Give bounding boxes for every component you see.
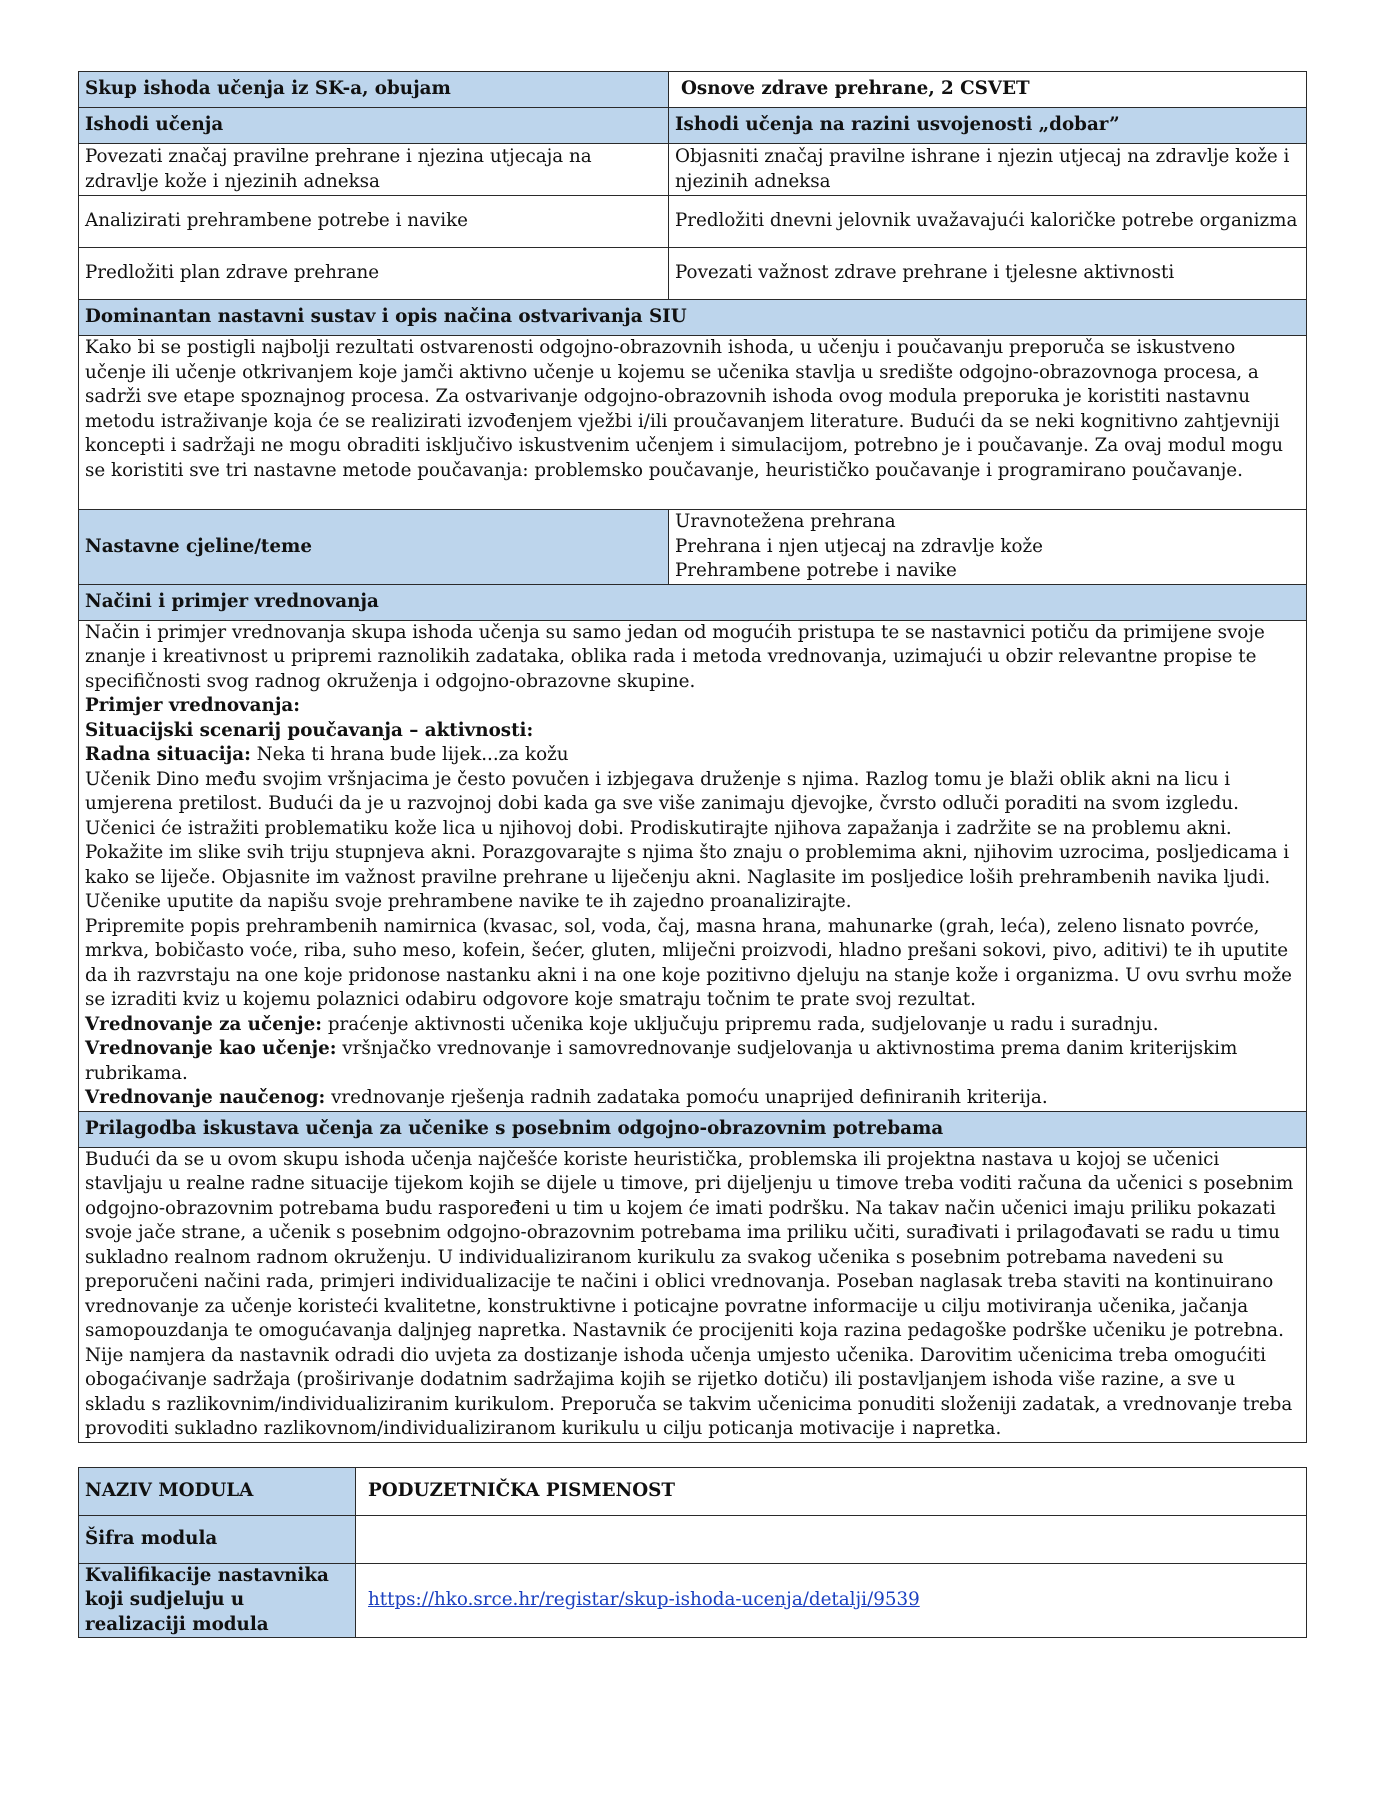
scenario-title: Situacijski scenarij poučavanja – aktivnosti: <box>85 719 534 741</box>
evaluation-content <box>79 620 1307 1111</box>
scenario-paragraph: Pripremite popis prehrambenih namirnica (kvasac, sol, voda, čaj, masna hrana, mahunarke (grah, leća), zeleno lisnato povrće, mrkva, bobičasto voće, riba, suho meso, kofein, šećer, gluten, mliječni proizvodi, hladno prešani sokovi, pivo, aditivi) te ih uputite da ih razvrstaju na one koje pridonose nastanku akni i na one koje pozitivno djeluju na stanje kože i organizma. U ovu svrhu može se izraditi kviz u kojemu polaznici odabiru odgovore koje smatraju točnim te prate svoj rezultat. <box>85 915 1292 1010</box>
evaluation-for-learning-label: Vrednovanje za učenje: <box>85 1013 323 1035</box>
work-situation-text: Neka ti hrana bude lijek...za kožu <box>250 744 569 765</box>
outcomes-set-label: Skup ishoda učenja iz SK-a, obujam <box>79 72 669 108</box>
module-code-value <box>356 1515 1307 1563</box>
outcome-good-cell: Objasniti značaj pravilne ishrane i njezin utjecaj na zdravlje kože i njezinih adneksa <box>669 144 1307 196</box>
qualifications-cell <box>356 1563 1307 1638</box>
evaluation-of-learning-text: vrednovanje rješenja radnih zadataka pomoću unaprijed definiranih kriterija. <box>325 1087 1048 1108</box>
evaluation-intro: Način i primjer vrednovanja skupa ishoda učenja su samo jedan od mogućih pristupa te se nastavnici potiču da primijene svoje znanje i kreativnost u pripremi raznolikih zadataka, oblika rada i metoda vrednovanja, uzimajući u obzir relevantne propise te specifičnosti svog radnog okruženja i odgojno-obrazovne skupine. <box>85 621 1265 692</box>
learning-outcomes-table <box>78 71 1307 1443</box>
learning-outcomes-header: Ishodi učenja <box>79 108 669 144</box>
module-name-label: NAZIV MODULA <box>79 1467 356 1515</box>
outcome-cell: Povezati značaj pravilne prehrane i njezina utjecaja na zdravlje kože i njezinih adneksa <box>79 144 669 196</box>
document-page <box>78 71 1307 1638</box>
dominant-system-header: Dominantan nastavni sustav i opis načina ostvarivanja SIU <box>79 300 1307 336</box>
evaluation-of-learning-label: Vrednovanje naučenog: <box>85 1087 326 1108</box>
evaluation-header: Načini i primjer vrednovanja <box>79 584 1307 620</box>
evaluation-as-learning-text: vršnjačko vrednovanje i samovrednovanje sudjelovanja u aktivnostima prema danim kriterijskim rubrikama. <box>85 1038 1238 1084</box>
module-name-value: PODUZETNIČKA PISMENOST <box>356 1467 1307 1515</box>
evaluation-of-learning <box>85 1086 1300 1111</box>
evaluation-for-learning <box>85 1013 1300 1038</box>
outcome-good-cell: Predložiti dnevni jelovnik uvažavajući kaloričke potrebe organizma <box>669 196 1307 248</box>
adaptation-header: Prilagodba iskustava učenja za učenike s posebnim odgojno-obrazovnim potrebama <box>79 1111 1307 1147</box>
evaluation-as-learning <box>85 1037 1300 1086</box>
evaluation-for-learning-text: praćenje aktivnosti učenika koje uključuju pripremu rada, sudjelovanje u radu i suradnju. <box>322 1013 1159 1035</box>
outcome-good-cell: Povezati važnost zdrave prehrane i tjelesne aktivnosti <box>669 248 1307 300</box>
topic-item: Uravnotežena prehrana <box>675 511 896 532</box>
topics-label: Nastavne cjeline/teme <box>79 510 669 585</box>
scenario-paragraph: Učenike uputite da napišu svoje prehrambene navike te ih zajedno proanalizirajte. <box>85 891 852 912</box>
outcomes-set-value: Osnove zdrave prehrane, 2 CSVET <box>669 72 1307 108</box>
qualifications-link[interactable]: https://hko.srce.hr/registar/skup-ishoda-ucenja/detalji/9539 <box>368 1589 920 1610</box>
adaptation-text: Budući da se u ovom skupu ishoda učenja najčešće koriste heuristička, problemska ili projektna nastava u kojoj se učenici stavljaju u realne radne situacije tijekom kojih se dijele u timove, pri dijeljenju u timove treba voditi računa da učenici s posebnim odgojno-obrazovnim potrebama budu raspoređeni u tim u kojem će imati podršku. Na takav način učenici imaju priliku pokazati svoje jače strane, a učenik s posebnim odgojno-obrazovnim potrebama ima priliku učiti, surađivati i prilagođavati se radu u timu sukladno realnom radnom okruženju. U individualiziranom kurikulu za svakog učenika s posebnim potrebama navedeni su preporučeni načini rada, primjeri individualizacije te načini i oblici vrednovanja. Poseban naglasak treba staviti na kontinuirano vrednovanje za učenje koristeći kvalitetne, konstruktivne i poticajne povratne informacije u cilju motiviranja učenika, jačanja samopouzdanja te omogućavanja daljnjeg napretka. Nastavnik će procijeniti koja razina pedagoške podrške učeniku je potrebna. Nije namjera da nastavnik odradi dio uvjeta za dostizanje ishoda učenja umjesto učenika. Darovitim učenicima treba omogućiti obogaćivanje sadržaja (proširivanje dodatnim sadržajima kojih se rijetko dotiču) ili postavljanjem ishoda više razine, a sve u skladu s razlikovnim/individualiziranim kurikulom. Preporuča se takvim učenicima ponuditi složeniji zadatak, a vrednovanje treba provoditi sukladno razlikovnom/individualiziranom kurikulu u cilju poticanja motivacije i napretka. <box>79 1147 1307 1442</box>
topic-item: Prehrambene potrebe i navike <box>675 560 957 581</box>
outcome-cell: Predložiti plan zdrave prehrane <box>79 248 669 300</box>
outcome-cell: Analizirati prehrambene potrebe i navike <box>79 196 669 248</box>
work-situation <box>85 743 1300 768</box>
topics-list <box>669 510 1307 585</box>
dominant-system-text: Kako bi se postigli najbolji rezultati ostvarenosti odgojno-obrazovnih ishoda, u učenju i poučavanju preporuča se iskustveno učenje ili učenje otkrivanjem koje jamči aktivno učenje u kojemu se učenika stavlja u središte odgojno-obrazovnoga procesa, a sadrži sve etape spoznajnog procesa. Za ostvarivanje odgojno-obrazovnih ishoda ovog modula preporuka je koristiti nastavnu metodu istraživanje koja će se realizirati izvođenjem vježbi i/ili proučavanjem literature. Budući da se neki kognitivno zahtjevniji koncepti i sadržaji ne mogu obraditi isključivo iskustvenim učenjem i simulacijom, potrebno je i poučavanje. Za ovaj modul mogu se koristiti sve tri nastavne metode poučavanja: problemsko poučavanje, heurističko poučavanje i programirano poučavanje. <box>79 336 1307 510</box>
module-info-table <box>78 1467 1307 1639</box>
qualifications-label: Kvalifikacije nastavnika koji sudjeluju u realizaciji modula <box>79 1563 356 1638</box>
evaluation-as-learning-label: Vrednovanje kao učenje: <box>85 1038 337 1059</box>
evaluation-example-title: Primjer vrednovanja: <box>85 695 301 716</box>
module-code-label: Šifra modula <box>79 1515 356 1563</box>
work-situation-label: Radna situacija: <box>85 744 251 765</box>
topic-item: Prehrana i njen utjecaj na zdravlje kože <box>675 535 1043 557</box>
scenario-paragraph: Učenik Dino među svojim vršnjacima je često povučen i izbjegava druženje s njima. Razlog tomu je blaži oblik akni na licu i umjerena pretilost. Budući da je u razvojnoj dobi kada ga sve više zanimaju djevojke, čvrsto odluči poraditi na svom izgledu. Učenici će istražiti problematiku kože lica u njihovoj dobi. Prodiskutirajte njihova zapažanja i zadržite se na problemu akni. Pokažite im slike svih triju stupnjeva akni. Porazgovarajte s njima što znaju o problemima akni, njihovim uzrocima, posljedicama i kako se liječe. Objasnite im važnost pravilne prehrane u liječenju akni. Naglasite im posljedice loših prehrambenih navika ljudi. <box>85 768 1290 888</box>
outcomes-good-level-header: Ishodi učenja na razini usvojenosti „dobar” <box>669 108 1307 144</box>
